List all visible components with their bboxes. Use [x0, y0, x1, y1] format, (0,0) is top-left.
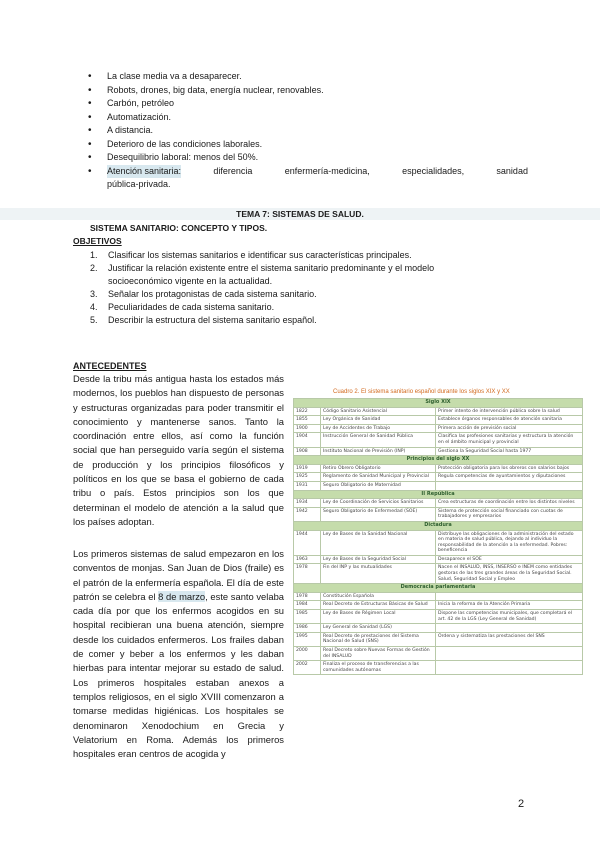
year-cell: 1978	[294, 564, 321, 584]
description-cell: Desaparece el SOE	[436, 555, 583, 564]
bullet-list	[88, 70, 528, 192]
year-cell: 1900	[294, 424, 321, 433]
description-cell: Establece órganos responsables de atención sanitaria	[436, 416, 583, 425]
bullet-item: • A distancia.	[88, 124, 528, 138]
year-cell: 1931	[294, 481, 321, 490]
objetivos-heading: OBJETIVOS	[73, 236, 122, 246]
table-row	[294, 473, 583, 482]
table-row	[294, 610, 583, 624]
law-cell: Seguro Obligatorio de Enfermedad (SOE)	[321, 507, 436, 521]
law-cell: Fin del INP y las mutualidades	[321, 564, 436, 584]
year-cell: 1908	[294, 447, 321, 456]
table-row	[294, 647, 583, 661]
description-cell: Primer intento de intervención pública sobre la salud	[436, 407, 583, 416]
bullet-item: • Carbón, petróleo	[88, 97, 528, 111]
bullet-word: diferencia	[213, 165, 253, 176]
bullet-item: • Desequilibrio laboral: menos del 50%.	[88, 151, 528, 165]
table-row	[294, 592, 583, 601]
law-cell: Ley de Bases de Régimen Local	[321, 610, 436, 624]
law-cell: Ley Orgánica de Sanidad	[321, 416, 436, 425]
section-title: TEMA 7: SISTEMAS DE SALUD.	[0, 208, 600, 220]
bullet-item: • La clase media va a desaparecer.	[88, 70, 528, 84]
item-number: 3.	[90, 289, 98, 299]
year-cell: 2002	[294, 661, 321, 675]
year-cell: 1919	[294, 464, 321, 473]
objective-item	[90, 288, 500, 301]
table-row	[294, 624, 583, 633]
para2-part-b: , este santo velaba cada día por que los enfermos acogidos en su hospital recibieran una buena atención, siempre desde los cuidados enfermeros. Los frailes daban de comer y beber a los enfermos y les daban hierbas para intentar mejorar su estado de salud. Los primeros hospitales estaban anexos a templos religiosos, en el siglo XVIII comenzaron a tomarse medidas higiénicas. Los hospitales se denominaron Xenodochium en Grecia y Velatorium en Roma. Además los primeros hospitales eran centros de acogida y	[73, 590, 285, 760]
description-cell: Clasifica las profesiones sanitarias y estructura la atención en el ámbito municipal y provincial	[436, 433, 583, 447]
description-cell	[436, 481, 583, 490]
paragraph-1	[73, 372, 284, 529]
item-text: Justificar la relación existente entre el sistema sanitario predominante y el modelo socioeconómico vigente en la actualidad.	[108, 263, 435, 286]
table-row	[294, 424, 583, 433]
antecedentes-heading: ANTECEDENTES	[73, 361, 147, 371]
table-row	[294, 416, 583, 425]
law-cell: Retiro Obrero Obligatorio	[321, 464, 436, 473]
highlighted-text: • Atención sanitaria:	[107, 165, 181, 179]
year-cell: 1995	[294, 632, 321, 646]
table-caption: Cuadro 2. El sistema sanitario español durante los siglos XIX y XX	[333, 389, 510, 395]
description-cell: Nacen el INSALUD, INSS, INSERSO e INEM como entidades gestoras de las tres grandes áreas de la Seguridad Social. Salud, Seguridad Social y Empleo	[436, 564, 583, 584]
table-row	[294, 555, 583, 564]
table-row	[294, 407, 583, 416]
section-heading-cell: Democracia parlamentaria	[294, 584, 583, 593]
table-row	[294, 433, 583, 447]
year-cell: 1822	[294, 407, 321, 416]
bullet-item: • Deterioro de las condiciones laborales.	[88, 138, 528, 152]
objective-item	[90, 314, 500, 327]
history-table	[293, 398, 583, 675]
table-row	[294, 632, 583, 646]
table-section-row	[294, 584, 583, 593]
year-cell: 1942	[294, 507, 321, 521]
year-cell: 1978	[294, 592, 321, 601]
table-row	[294, 530, 583, 555]
objetivos-list	[90, 249, 500, 327]
year-cell: 1944	[294, 530, 321, 555]
objective-item	[90, 262, 500, 288]
description-cell: Ordena y sistematiza las prestaciones del SNS	[436, 632, 583, 646]
table-row	[294, 447, 583, 456]
item-number: 5.	[90, 315, 98, 325]
section-heading-cell: Principios del siglo XX	[294, 456, 583, 465]
table-row	[294, 499, 583, 508]
description-cell	[436, 661, 583, 675]
table-section-row	[294, 490, 583, 499]
item-text: Peculiaridades de cada sistema sanitario.	[108, 302, 275, 312]
law-cell: Reglamento de Sanidad Municipal y Provincial	[321, 473, 436, 482]
table-row	[294, 601, 583, 610]
law-cell: Real Decreto sobre Nuevas Formas de Gestión del INSALUD	[321, 647, 436, 661]
highlighted-date: 8 de marzo	[158, 590, 206, 602]
year-cell: 2000	[294, 647, 321, 661]
law-cell: Código Sanitario Asistencial	[321, 407, 436, 416]
year-cell: 1934	[294, 499, 321, 508]
law-cell: Ley General de Sanidad (LGS)	[321, 624, 436, 633]
table-section-row	[294, 399, 583, 408]
law-cell: Ley de Bases de la Seguridad Social	[321, 555, 436, 564]
bullet-item: • Automatización.	[88, 111, 528, 125]
description-cell: Primera acción de previsión social	[436, 424, 583, 433]
description-cell: Regula competencias de ayuntamientos y diputaciones	[436, 473, 583, 482]
paragraph-2	[73, 547, 284, 761]
bullet-item-atencion	[88, 165, 528, 192]
year-cell: 1925	[294, 473, 321, 482]
law-cell: Instituto Nacional de Previsión (INP)	[321, 447, 436, 456]
description-cell: Sistema de protección social financiado con cuotas de trabajadores y empresarios	[436, 507, 583, 521]
law-cell: Ley de Accidentes de Trabajo	[321, 424, 436, 433]
item-number: 2.	[90, 263, 98, 273]
description-cell: Distribuye las obligaciones de la administración del estado en materia de salud pública, dejando al individuo la responsabilidad de la atención a la enfermedad. Pobres: beneficencia	[436, 530, 583, 555]
year-cell: 1904	[294, 433, 321, 447]
bullet-word: enfermería-medicina,	[284, 165, 370, 176]
law-cell: Finaliza el proceso de transferencias a las comunidades autónomas	[321, 661, 436, 675]
bullet-word: sanidad	[496, 165, 528, 176]
table-row	[294, 464, 583, 473]
description-cell	[436, 647, 583, 661]
subtitle: SISTEMA SANITARIO: CONCEPTO Y TIPOS.	[90, 223, 268, 233]
para2-part-a: Los primeros sistemas de salud empezaron en los conventos de monjas. San Juan de Dios (fraile) es el patrón de la enfermería española. El día de este patrón se celebra el	[73, 548, 284, 602]
law-cell: Ley de Bases de la Sanidad Nacional	[321, 530, 436, 555]
description-cell	[436, 624, 583, 633]
year-cell: 1855	[294, 416, 321, 425]
item-text: Señalar los protagonistas de cada sistema sanitario.	[108, 289, 317, 299]
table-section-row	[294, 456, 583, 465]
objective-item	[90, 249, 500, 262]
bullet-continuation: pública-privada.	[107, 179, 171, 189]
bullet-word: especialidades,	[402, 165, 465, 176]
year-cell: 1984	[294, 601, 321, 610]
bullet-item: • Robots, drones, big data, energía nuclear, renovables.	[88, 84, 528, 98]
table-row	[294, 564, 583, 584]
description-cell: Crea estructuras de coordinación entre los distintos niveles	[436, 499, 583, 508]
law-cell: Real Decreto de prestaciones del Sistema Nacional de Salud (SNS)	[321, 632, 436, 646]
law-cell: Instrucción General de Sanidad Pública	[321, 433, 436, 447]
objective-item	[90, 301, 500, 314]
law-cell: Constitución Española	[321, 592, 436, 601]
year-cell: 1963	[294, 555, 321, 564]
item-number: 4.	[90, 302, 98, 312]
paragraph-text: Desde la tribu más antigua hasta los estados más modernos, los pueblos han dispuesto de personas y estructuras organizadas para poder transmitir el conocimiento y mantenerse sanos. Tanto la coordinación entre ellos, así como la función social que han perseguido varía según el sistema de producción y los principios filosóficos y políticos en los que se basa el gobierno de cada tribu o país. Estos principios son los que determinan el modelo de atención a la salud que los países adoptan.	[73, 373, 284, 527]
table-row	[294, 507, 583, 521]
description-cell: Dispone las competencias municipales, que completará el art. 42 de la LGS (Ley General de Sanidad)	[436, 610, 583, 624]
section-heading-cell: Dictadura	[294, 521, 583, 530]
year-cell: 1985	[294, 610, 321, 624]
description-cell: Gestiona la Seguridad Social hasta 1977	[436, 447, 583, 456]
table-section-row	[294, 521, 583, 530]
history-table-figure	[293, 386, 583, 675]
item-text: Describir la estructura del sistema sanitario español.	[108, 315, 317, 325]
law-cell: Ley de Coordinación de Servicios Sanitarios	[321, 499, 436, 508]
item-number: 1.	[90, 250, 98, 260]
paragraph-text	[73, 547, 284, 761]
year-cell: 1986	[294, 624, 321, 633]
section-heading-cell: Siglo XIX	[294, 399, 583, 408]
description-cell: Protección obligatoria para los obreros con salarios bajos	[436, 464, 583, 473]
law-cell: Seguro Obligatorio de Maternidad	[321, 481, 436, 490]
law-cell: Real Decreto de Estructuras Básicas de Salud	[321, 601, 436, 610]
description-cell: Inicia la reforma de la Atención Primaria	[436, 601, 583, 610]
item-text: Clasificar los sistemas sanitarios e identificar sus características principales.	[108, 250, 412, 260]
page-number: 2	[518, 798, 525, 810]
table-row	[294, 661, 583, 675]
section-heading-cell: II República	[294, 490, 583, 499]
table-row	[294, 481, 583, 490]
description-cell	[436, 592, 583, 601]
